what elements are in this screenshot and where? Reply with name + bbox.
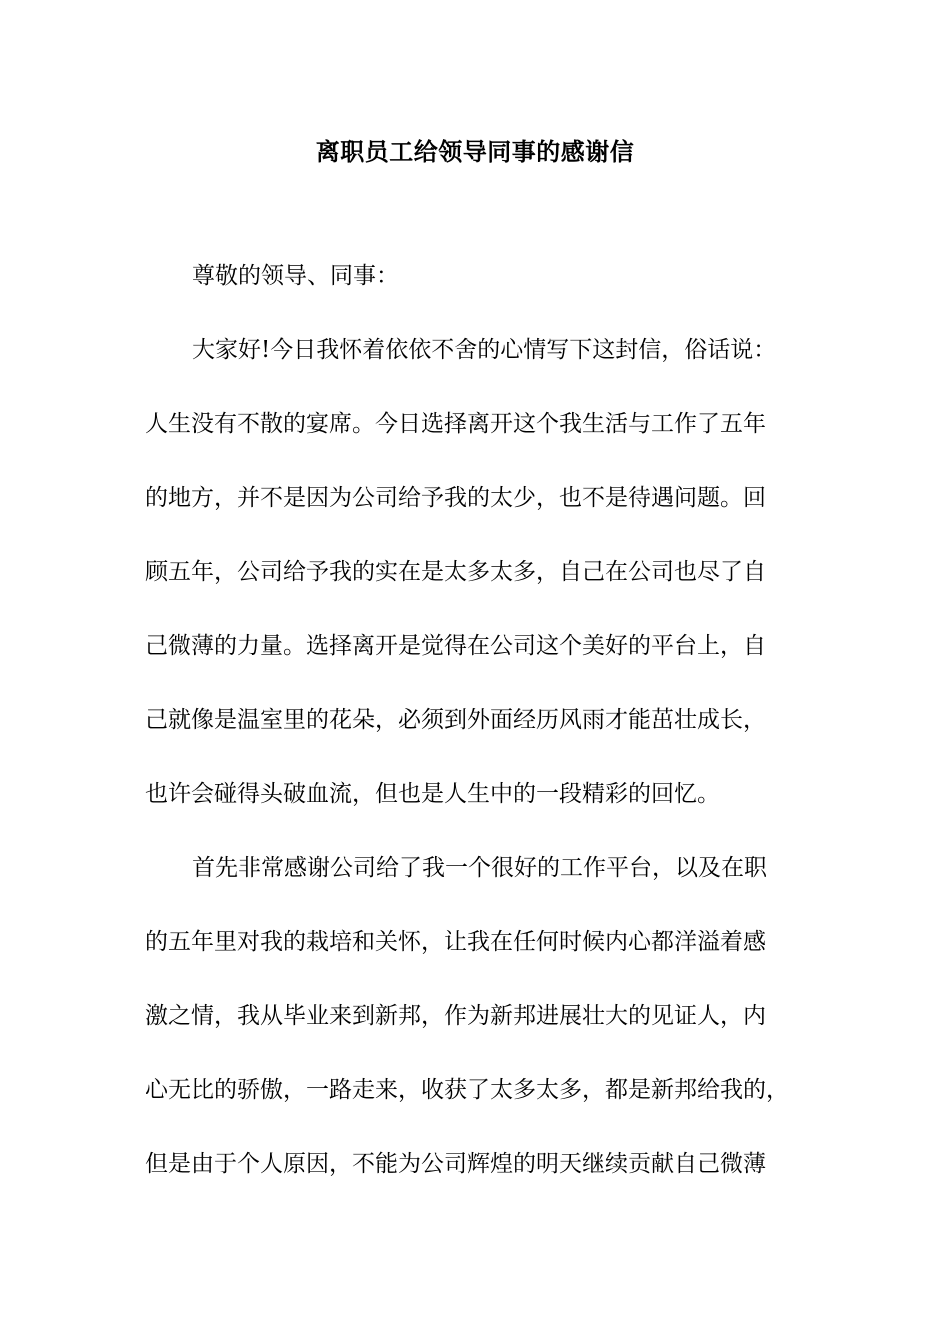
paragraph-line: 顾五年，公司给予我的实在是太多太多，自己在公司也尽了自 [145,559,766,585]
paragraph-line: 激之情，我从毕业来到新邦，作为新邦进展壮大的见证人，内 [145,1003,766,1029]
salutation-line: 尊敬的领导、同事： [192,263,399,289]
paragraph-line: 心无比的骄傲，一路走来，收获了太多太多，都是新邦给我的， [145,1077,789,1103]
document-body [145,257,825,1219]
paragraph-line: 但是由于个人原因，不能为公司辉煌的明天继续贡献自己微薄 [145,1151,766,1177]
paragraph-line: 首先非常感谢公司给了我一个很好的工作平台，以及在职 [192,855,767,881]
paragraph-line: 人生没有不散的宴席。今日选择离开这个我生活与工作了五年 [145,411,766,437]
paragraph-line: 也许会碰得头破血流，但也是人生中的一段精彩的回忆。 [145,781,720,807]
paragraph-line: 己微薄的力量。选择离开是觉得在公司这个美好的平台上，自 [145,633,766,659]
paragraph-line: 大家好!今日我怀着依依不舍的心情写下这封信，俗话说： [192,337,777,363]
paragraph-line: 的五年里对我的栽培和关怀，让我在任何时候内心都洋溢着感 [145,929,766,955]
document-title: 离职员工给领导同事的感谢信 [315,137,635,166]
paragraph-line: 己就像是温室里的花朵，必须到外面经历风雨才能茁壮成长， [145,707,766,733]
paragraph-line: 的地方，并不是因为公司给予我的太少，也不是待遇问题。回 [145,485,766,511]
